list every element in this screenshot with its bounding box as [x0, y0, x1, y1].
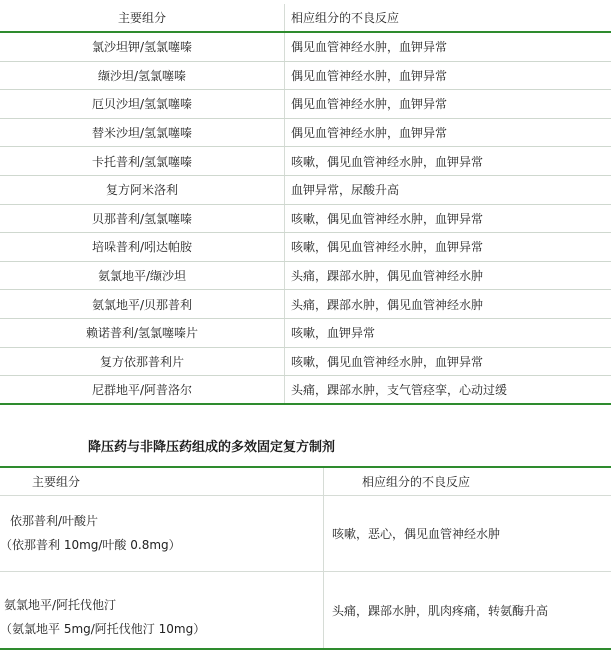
component-cell: 复方阿米洛利	[0, 176, 285, 204]
component-cell: 氯沙坦钾/氢氯噻嗪	[0, 33, 285, 61]
table-row	[0, 62, 611, 91]
reaction-cell: 咳嗽，偶见血管神经水肿，血钾异常	[291, 211, 484, 226]
table-row	[0, 33, 611, 62]
table-row	[0, 262, 611, 291]
reaction-cell: 偶见血管神经水肿，血钾异常	[291, 97, 448, 112]
component-cell: 赖诺普利/氢氯噻嗪片	[0, 319, 285, 347]
table-header-row	[0, 468, 611, 496]
component-cell: 复方依那普利片	[0, 348, 285, 376]
table-row	[0, 176, 611, 205]
component-cell: 尼群地平/阿普洛尔	[0, 376, 285, 403]
reaction-cell: 咳嗽，血钾异常	[291, 326, 376, 341]
reaction-cell: 头痛，踝部水肿，偶见血管神经水肿	[291, 269, 484, 284]
component-cell: 贝那普利/氢氯噻嗪	[0, 205, 285, 233]
table-row	[0, 119, 611, 148]
reaction-cell: 咳嗽，恶心，偶见血管神经水肿	[332, 527, 501, 541]
table-row	[0, 496, 611, 572]
table-header-row	[0, 4, 611, 33]
component-cell: 卡托普利/氢氯噻嗪	[0, 147, 285, 175]
reaction-cell: 咳嗽，偶见血管神经水肿，血钾异常	[291, 354, 484, 369]
table-row	[0, 572, 611, 650]
drug-name: 依那普利/叶酸片	[10, 514, 99, 528]
component-cell: 缬沙坦/氢氯噻嗪	[0, 62, 285, 90]
component-cell: 氨氯地平/贝那普利	[0, 290, 285, 318]
component-cell: 厄贝沙坦/氢氯噻嗪	[0, 90, 285, 118]
table-row	[0, 233, 611, 262]
combination-drug-table	[0, 466, 611, 650]
table-row	[0, 90, 611, 119]
header-component: 主要组分	[0, 468, 324, 495]
reaction-cell: 咳嗽，偶见血管神经水肿，血钾异常	[291, 154, 484, 169]
reaction-cell: 头痛，踝部水肿，肌肉疼痛，转氨酶升高	[332, 603, 549, 618]
component-cell	[0, 572, 324, 648]
reaction-cell: 头痛，踝部水肿，支气管痉挛，心动过缓	[291, 382, 508, 397]
section-title: 降压药与非降压药组成的多效固定复方制剂	[88, 440, 336, 455]
adverse-reaction-table	[0, 4, 611, 405]
drug-name: 氨氯地平/阿托伐他汀	[4, 598, 117, 612]
header-component: 主要组分	[0, 4, 285, 31]
drug-dose: （依那普利 10mg/叶酸 0.8mg）	[0, 538, 181, 552]
component-cell: 氨氯地平/缬沙坦	[0, 262, 285, 290]
table-row	[0, 147, 611, 176]
table-row	[0, 205, 611, 234]
reaction-cell: 咳嗽，偶见血管神经水肿，血钾异常	[291, 240, 484, 255]
header-reactions: 相应组分的不良反应	[362, 475, 471, 489]
table-row	[0, 348, 611, 377]
drug-dose: （氨氯地平 5mg/阿托伐他汀 10mg）	[0, 622, 206, 636]
component-cell	[0, 496, 324, 571]
reaction-cell: 偶见血管神经水肿，血钾异常	[291, 68, 448, 83]
reaction-cell: 偶见血管神经水肿，血钾异常	[291, 40, 448, 55]
reaction-cell: 血钾异常，尿酸升高	[291, 183, 400, 198]
component-cell: 替米沙坦/氢氯噻嗪	[0, 119, 285, 147]
table-row	[0, 376, 611, 405]
table-row	[0, 290, 611, 319]
reaction-cell: 头痛，踝部水肿，偶见血管神经水肿	[291, 297, 484, 312]
table-row	[0, 319, 611, 348]
header-reactions: 相应组分的不良反应	[291, 11, 400, 25]
reaction-cell: 偶见血管神经水肿，血钾异常	[291, 126, 448, 141]
component-cell: 培哚普利/吲达帕胺	[0, 233, 285, 261]
